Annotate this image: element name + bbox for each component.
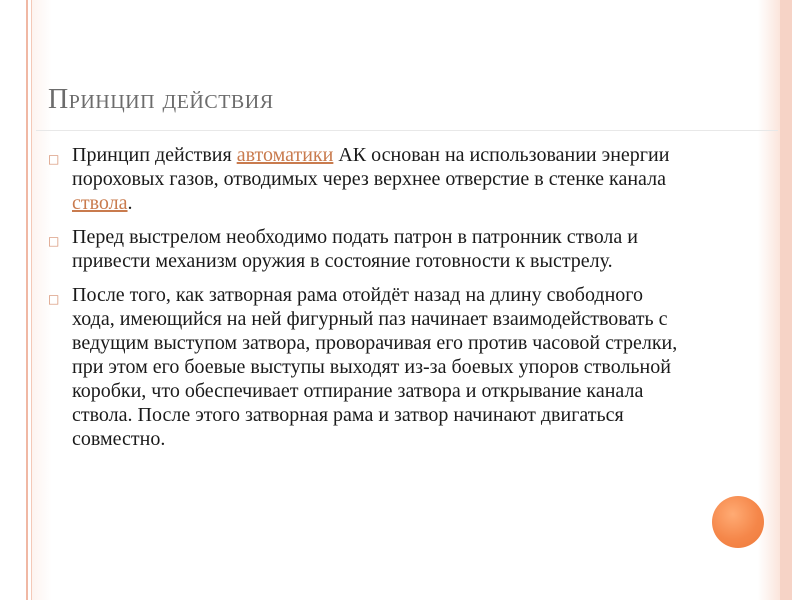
title-divider [36,130,778,131]
link-automatics[interactable]: автоматики [236,144,334,166]
square-bullet-icon: □ [48,292,60,306]
bullet-text: АК основан на использовании энергии пороховых газов, отводимых через верхнее отверстие в стенке канала [72,144,670,190]
bullet-text: После того, как затворная рама отойдёт назад на длину свободного хода, имеющийся на ней фигурный паз начинает взаимодействовать с ведущим выступом затвора, проворачивая его против часовой стрелки, при этом его боевые выступы выходят из-за боевых упоров ствольной коробки, что обеспечивает отпирание затвора и открывание канала ствола. После этого затворная рама и затвор начинают двигаться совместно. [72,284,678,450]
bullet-item [48,143,688,215]
square-bullet-icon: □ [48,152,60,166]
bullet-list [48,143,688,461]
right-decorative-stripe [780,0,792,600]
slide-title: Принцип действия [48,84,274,115]
bullet-text: . [127,192,133,214]
bullet-text: Перед выстрелом необходимо подать патрон в патронник ствола и привести механизм оружия в состояние готовности к выстрелу. [72,226,638,272]
bullet-item [48,283,688,451]
bullet-text: Принцип действия [72,144,237,166]
bullet-item [48,225,688,273]
link-barrel[interactable]: ствола [72,192,128,214]
orange-circle-decoration [712,496,764,548]
square-bullet-icon: □ [48,234,60,248]
